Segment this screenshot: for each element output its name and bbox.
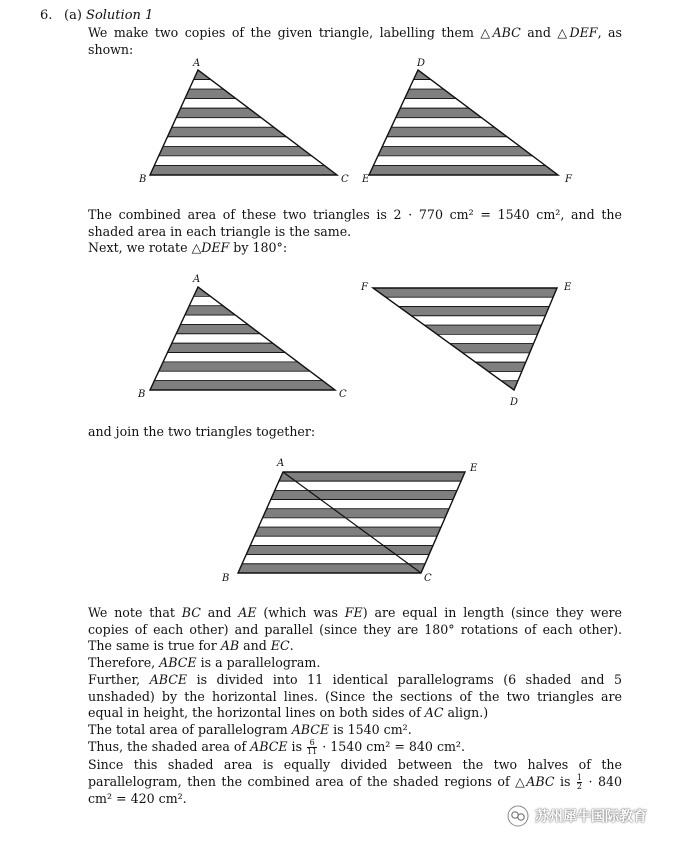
paragraph-conclusion xyxy=(88,757,622,807)
triangle-def-rotated-band-1 xyxy=(373,288,557,297)
paragraph-further xyxy=(88,672,622,722)
triangle-abc-2-band-9 xyxy=(159,362,310,371)
triangle-def-band-11 xyxy=(369,165,558,175)
label-F1: F xyxy=(565,174,572,185)
math: AE xyxy=(238,605,257,620)
text: Since this shaded area is equally divided between the two halves of the parallelogram, then the combined area of the shaded regions of xyxy=(88,757,622,789)
triangle-def-rotated-band-3 xyxy=(399,307,550,316)
solution-title: Solution 1 xyxy=(86,8,154,23)
fraction-6-11 xyxy=(307,739,317,756)
wechat-logo-icon xyxy=(507,805,529,827)
triangle-def-band-10 xyxy=(373,156,545,166)
numerator: 1 xyxy=(576,772,582,782)
problem-number: 6. xyxy=(40,8,53,23)
paragraph-total xyxy=(88,722,622,739)
part-label: (a) xyxy=(64,8,82,23)
triangle-abc-band-1 xyxy=(194,70,211,80)
triangle-def-rotated-outline xyxy=(373,288,557,390)
triangle-abc-2-band-2 xyxy=(189,296,223,305)
triangle-abc-band-4 xyxy=(181,99,249,109)
triangle-abc-2-outline xyxy=(150,287,335,390)
text: Therefore, xyxy=(88,655,160,670)
numerator: 6 xyxy=(307,739,317,748)
text: and xyxy=(520,25,558,40)
triangle-abc-band-9 xyxy=(159,146,312,156)
triangle-def-rotated-band-4 xyxy=(411,316,545,325)
text: and xyxy=(200,605,239,620)
text: The combined area of these two triangles is 2 · 770 cm² = 1540 cm², and the shaded area in each triangle is the same. xyxy=(88,207,622,239)
label-B2: B xyxy=(138,389,146,400)
triangle-abc-band-5 xyxy=(176,108,261,118)
text: is xyxy=(287,739,307,754)
paragraph-rotate xyxy=(88,240,622,257)
label-D2: D xyxy=(510,397,519,408)
text: ) are equal in length (since they were copies of each other) and parallel (since they are 180° rotations of each other). The same is true for xyxy=(88,605,623,654)
triangle-abc-band-8 xyxy=(163,137,299,147)
text: , as shown: xyxy=(88,25,623,57)
triangle-abc-band-2 xyxy=(189,80,223,90)
text: We make two copies of the given triangle, labelling them xyxy=(88,25,481,40)
text: and xyxy=(239,638,271,654)
paragraph-area xyxy=(88,207,622,240)
triangle-def-rotated-band-2 xyxy=(386,297,553,306)
parallelogram-abce-band-7 xyxy=(254,527,441,536)
math: EC xyxy=(270,638,290,654)
text: . xyxy=(289,638,294,654)
triangle-def-band-1 xyxy=(414,70,431,80)
triangle-abc-2-band-10 xyxy=(154,371,322,380)
triangle-abc-outline xyxy=(150,70,337,175)
denominator: 11 xyxy=(307,747,318,756)
triangle-abc-2-band-3 xyxy=(185,306,235,315)
paragraph-join xyxy=(88,424,622,441)
math: FE xyxy=(344,605,363,620)
triangle-abc-band-11 xyxy=(150,165,337,175)
watermark-text: 苏州犀牛国际教育 xyxy=(535,809,647,825)
triangle-abc-band-6 xyxy=(172,118,274,128)
parallelogram-abce-band-1 xyxy=(279,472,465,481)
parallelogram-abce-band-8 xyxy=(250,536,437,545)
triangle-abc-band-7 xyxy=(167,127,286,137)
label-C1: C xyxy=(341,174,349,185)
label-C2: C xyxy=(339,389,347,400)
triangle-def-rotated-band-6 xyxy=(437,334,537,343)
paragraph-therefore xyxy=(88,655,622,672)
label-A1: A xyxy=(193,58,201,69)
text: by 180°: xyxy=(229,240,288,255)
text: The total area of parallelogram xyxy=(88,722,292,737)
triangle-abc-2-band-8 xyxy=(163,353,298,362)
text: is divided into 11 identical parallelograms (6 shaded and 5 unshaded) by the horizontal lines. (Since the sections of the two triangles are equal in height, the horizontal lines on both sides of xyxy=(88,672,622,721)
math: △DEF xyxy=(557,25,598,40)
parallelogram-abce-band-3 xyxy=(271,490,457,499)
triangle-def-band-2 xyxy=(409,80,443,90)
text: Next, we rotate xyxy=(88,240,192,255)
math: BC xyxy=(181,605,201,620)
label-E3: E xyxy=(470,463,478,474)
triangle-def-band-5 xyxy=(396,108,482,118)
triangle-def-band-7 xyxy=(387,127,507,137)
paragraph-intro xyxy=(88,25,622,58)
math: AC xyxy=(424,705,444,721)
triangle-abc-band-10 xyxy=(154,156,324,166)
math: △DEF xyxy=(191,240,230,255)
triangle-def-band-6 xyxy=(391,118,494,128)
text: · 1540 cm² = 840 cm². xyxy=(318,739,465,754)
triangle-def-rotated-band-10 xyxy=(488,371,521,380)
triangle-def-rotated-band-7 xyxy=(450,344,534,353)
triangle-abc-2-band-6 xyxy=(172,334,273,343)
parallelogram-abce-band-4 xyxy=(267,500,453,509)
triangle-def-rotated-band-8 xyxy=(463,353,530,362)
denominator: 2 xyxy=(576,781,582,791)
label-F2: F xyxy=(361,282,368,293)
triangle-abc-2-band-7 xyxy=(167,343,285,352)
triangle-def-band-3 xyxy=(405,89,457,99)
text: We note that xyxy=(88,605,182,620)
triangle-def-rotated-band-5 xyxy=(424,325,541,334)
solution-heading xyxy=(64,8,153,23)
text: Thus, the shaded area of xyxy=(88,739,251,754)
triangle-def-band-4 xyxy=(400,99,469,109)
parallelogram-abce-band-5 xyxy=(263,509,449,518)
label-B1: B xyxy=(139,174,147,185)
triangle-def-band-8 xyxy=(382,137,519,147)
paragraph-note xyxy=(88,605,622,655)
math: △ABC xyxy=(515,773,555,789)
math: AB xyxy=(220,638,240,654)
label-A2: A xyxy=(193,274,201,285)
triangle-def-band-9 xyxy=(378,146,533,156)
math: ABCE xyxy=(149,672,188,687)
triangle-abc-2-band-5 xyxy=(176,324,260,333)
parallelogram-abce-outline xyxy=(238,472,465,573)
triangle-def-rotated-band-11 xyxy=(501,381,518,390)
label-A3: A xyxy=(277,458,285,469)
triangle-def-outline xyxy=(369,70,558,175)
parallelogram-abce-band-11 xyxy=(238,564,425,573)
parallelogram-abce-band-9 xyxy=(246,545,433,554)
parallelogram-abce-band-6 xyxy=(258,518,445,527)
triangle-abc-2-band-1 xyxy=(194,287,211,296)
text: and join the two triangles together: xyxy=(88,424,316,439)
paragraph-shaded xyxy=(88,739,622,756)
label-E1: E xyxy=(362,174,370,185)
math: ABCE xyxy=(159,655,197,670)
triangle-abc-2-band-11 xyxy=(150,381,335,390)
text: is a parallelogram. xyxy=(196,655,321,670)
watermark xyxy=(507,805,647,827)
label-D1: D xyxy=(417,58,426,69)
math: ABCE xyxy=(250,739,288,754)
label-E2: E xyxy=(564,282,572,293)
fraction-1-2 xyxy=(577,774,582,791)
text: is xyxy=(554,773,576,789)
label-B3: B xyxy=(222,573,230,584)
text: (which was xyxy=(256,605,345,620)
text: Further, xyxy=(88,672,150,687)
triangle-abc-2-band-4 xyxy=(181,315,248,324)
math: ABCE xyxy=(291,722,330,737)
parallelogram-abce-band-2 xyxy=(275,481,461,490)
math: △ABC xyxy=(480,25,521,40)
text: is 1540 cm². xyxy=(329,722,412,737)
parallelogram-abce-band-10 xyxy=(242,555,429,564)
diagonal-ac xyxy=(283,472,421,573)
triangle-abc-band-3 xyxy=(185,89,236,99)
text: · 840 cm² = 420 cm². xyxy=(88,773,622,806)
triangle-def-rotated-band-9 xyxy=(476,362,526,371)
label-C3: C xyxy=(424,573,432,584)
text: align.) xyxy=(443,705,489,721)
